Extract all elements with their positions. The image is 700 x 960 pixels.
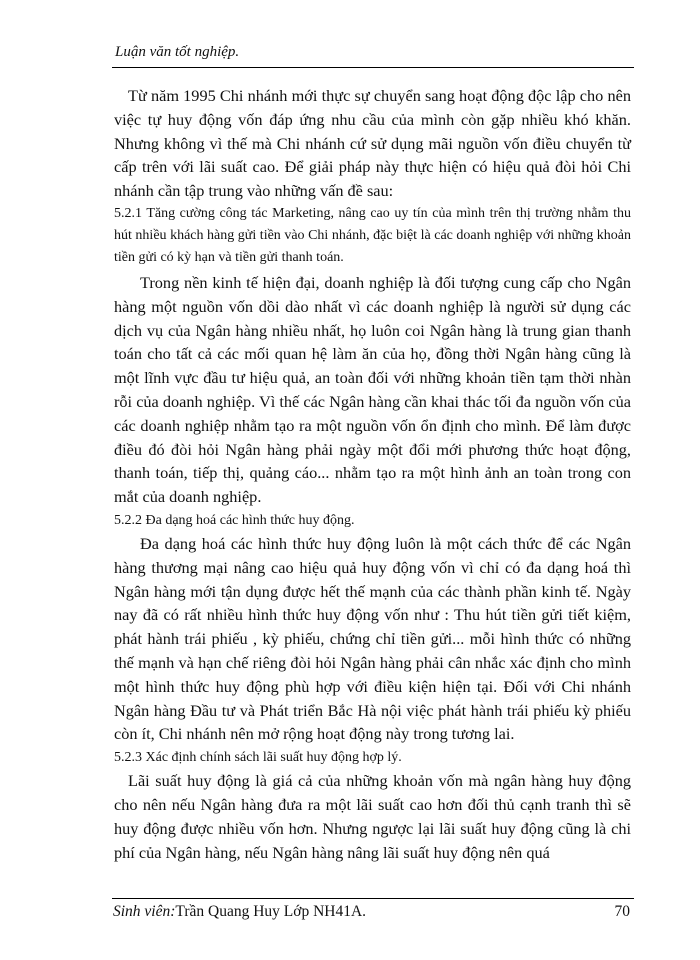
footer-author — [113, 903, 366, 921]
section-5-2-1: 5.2.1 Tăng cường công tác Marketing, nâng cao uy tín của mình trên thị trường nhằm thu hút nhiều khách hàng gửi tiền vào Chi nhánh, đặc biệt là các doanh nghiệp với những khoản tiền gửi có kỳ hạn và tiền gửi thanh toán. — [114, 205, 631, 265]
footer-divider — [112, 898, 634, 899]
page-number: 70 — [614, 903, 630, 920]
student-name: Trần Quang Huy Lớp NH41A. — [175, 903, 367, 920]
paragraph-intro: Từ năm 1995 Chi nhánh mới thực sự chuyển sang hoạt động độc lập cho nên việc tự huy động vốn đáp ứng nhu cầu của mình còn gặp nhiều khó khăn. Nhưng không vì thế mà Chi nhánh cứ sử dụng mãi nguồn vốn điều chuyển từ cấp trên với lãi suất cao. Để giải pháp này thực hiện có hiệu quả đòi hỏi Chi nhánh cần tập trung vào những vấn đề sau: — [114, 86, 631, 201]
header-divider — [112, 67, 634, 68]
document-body — [114, 84, 631, 864]
student-label: Sinh viên: — [113, 903, 176, 920]
section-5-2-3-heading: 5.2.3 Xác định chính sách lãi suất huy động hợp lý. — [114, 750, 402, 766]
paragraph-interest-rate: Lãi suất huy động là giá cả của những khoản vốn mà ngân hàng huy động cho nên nếu Ngân hàng đưa ra một lãi suất cao hơn đối thủ cạnh tranh thì sẽ huy động được nhiều vốn hơn. Nhưng ngược lại lãi suất huy động cũng là chi phí của Ngân hàng, nếu Ngân hàng nâng lãi suất huy động nên quá — [114, 771, 631, 862]
paragraph-diversification: Đa dạng hoá các hình thức huy động luôn là một cách thức để các Ngân hàng thương mại nâng cao hiệu quả huy động vốn vì chỉ có đa dạng hoá thì Ngân hàng mới tận dụng được hết thế mạnh của các thành phần kinh tế. Ngày nay đã có rất nhiều hình thức huy động vốn như : Thu hút tiền gửi tiết kiệm, phát hành trái phiếu , kỳ phiếu, chứng chỉ tiền gửi... mỗi hình thức có những thế mạnh và hạn chế riêng đòi hỏi Ngân hàng phải cân nhắc xác định cho mình một hình thức huy động phù hợp với điều kiện hiện tại. Đối với Chi nhánh Ngân hàng Đầu tư và Phát triển Bắc Hà nội việc phát hành trái phiếu kỳ phiếu còn ít, Chi nhánh nên mở rộng hoạt động này trong tương lai. — [114, 533, 631, 744]
header-title: Luận văn tốt nghiệp. — [115, 44, 240, 60]
paragraph-enterprise-deposits: Trong nền kinh tế hiện đại, doanh nghiệp là đối tượng cung cấp cho Ngân hàng một nguồn vốn dồi dào nhất vì các doanh nghiệp là người sử dụng các dịch vụ của Ngân hàng nhiều nhất, họ luôn coi Ngân hàng là trung gian thanh toán cho tất cả các mối quan hệ làm ăn của họ, đồng thời Ngân hàng cũng là một lĩnh vực đầu tư hiệu quả, an toàn đối với những khoản tiền tạm thời nhàn rỗi của doanh nghiệp. Vì thế các Ngân hàng cần khai thác tối đa nguồn vốn của các doanh nghiệp nhằm tạo ra một nguồn vốn ổn định cho mình. Để làm được điều đó đòi hỏi Ngân hàng phải ngày một đổi mới phương thức hoạt động, thanh toán, tiếp thị, quảng cáo... nhằm tạo ra một hình ảnh an toàn trong con mắt của doanh nghiệp. — [114, 272, 631, 507]
section-5-2-2-heading: 5.2.2 Đa dạng hoá các hình thức huy động. — [114, 512, 355, 528]
